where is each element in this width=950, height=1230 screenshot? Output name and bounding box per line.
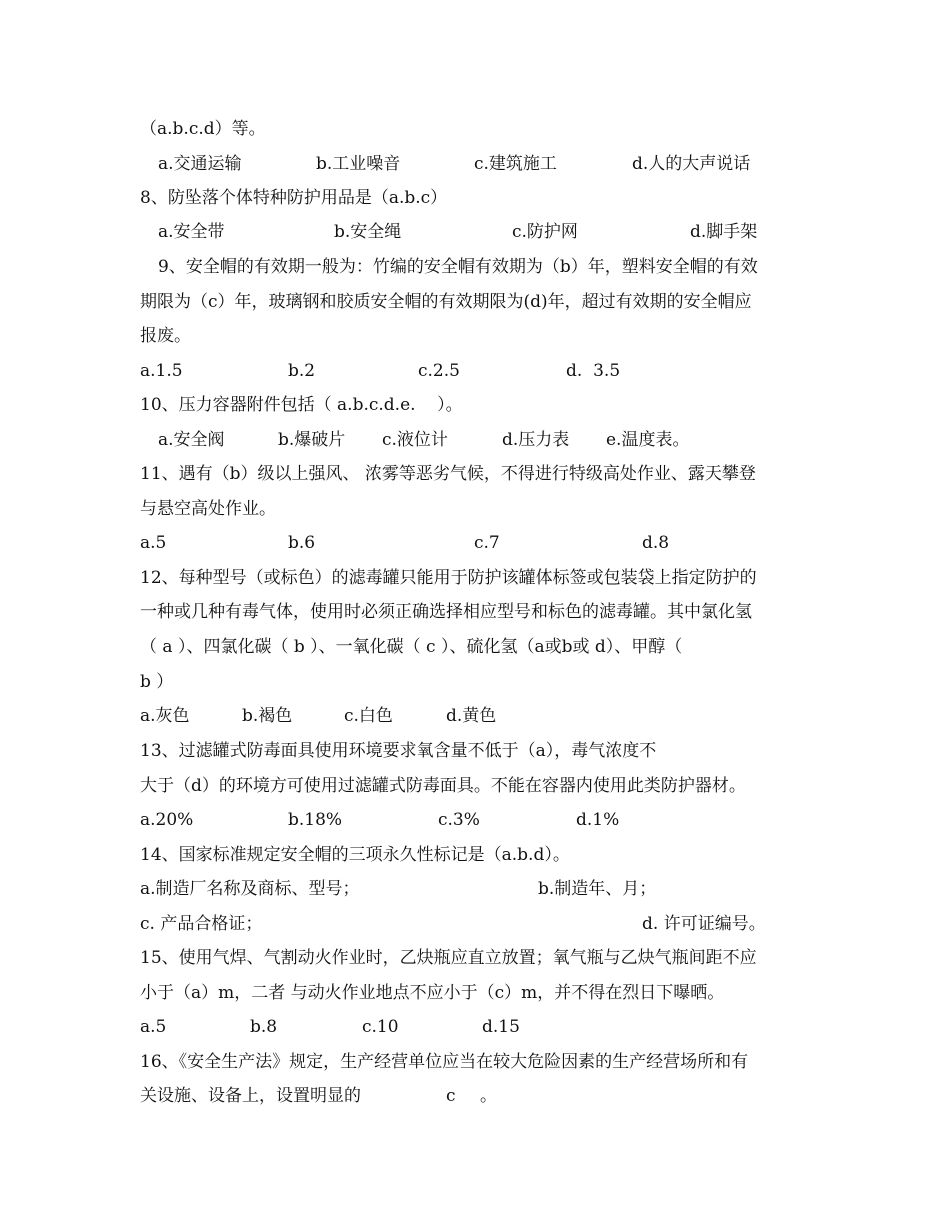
option-d: d.1% [576, 810, 620, 830]
question-9-cont: 报废。 [140, 326, 191, 346]
option-a: a.5 [140, 1017, 167, 1037]
option-d: d. 3.5 [566, 361, 621, 381]
option-c: c.3% [438, 810, 480, 830]
question-15-cont: 小于（a）m，二者 与动火作业地点不应小于（c）m，并不得在烈日下曝晒。 [140, 983, 725, 1003]
option-c: c.2.5 [418, 361, 460, 381]
option-b: b.褐色 [242, 706, 293, 726]
option-d: d.黄色 [446, 706, 497, 726]
option-c: c.防护网 [512, 222, 578, 242]
question-13-cont: 大于（d）的环境方可使用过滤罐式防毒面具。不能在容器内使用此类防护器材。 [140, 776, 746, 796]
question-15: 15、使用气焊、气割动火作业时，乙炔瓶应直立放置；氧气瓶与乙炔气瓶间距不应 [140, 948, 757, 968]
option-a: a.20% [140, 810, 194, 830]
option-d: d.人的大声说话 [632, 154, 751, 174]
option-b: b.爆破片 [278, 430, 346, 450]
option-b: b.8 [250, 1017, 278, 1037]
question-12-cont: b ） [140, 672, 174, 692]
option-a: a.1.5 [140, 361, 183, 381]
option-b: b.2 [288, 361, 316, 381]
question-14: 14、国家标准规定安全帽的三项永久性标记是（a.b.d）。 [140, 845, 570, 865]
question-11-cont: 与悬空高处作业。 [140, 499, 276, 519]
option-d: d.脚手架 [690, 222, 758, 242]
option-c: c. 产品合格证； [140, 914, 263, 934]
option-a: a.安全带 [158, 222, 225, 242]
question-10: 10、压力容器附件包括（ a.b.c.d.e. ）。 [140, 395, 463, 415]
option-d: d.压力表 [502, 430, 570, 450]
option-a: a.安全阀 [158, 430, 225, 450]
option-a: a.灰色 [140, 706, 190, 726]
question-16-cont: 关设施、设备上，设置明显的 [140, 1086, 361, 1106]
question-12-cont: （ a ）、四氯化碳（ b ）、一氧化碳（ c ）、硫化氢（a或b或 d）、甲醇（ [140, 637, 683, 657]
option-b: b.制造年、月； [538, 879, 657, 899]
question-9-cont: 期限为（c）年，玻璃钢和胶质安全帽的有效期限为(d)年，超过有效期的安全帽应 [140, 292, 752, 312]
option-a: a.制造厂名称及商标、型号； [140, 879, 360, 899]
option-e: e.温度表。 [606, 430, 690, 450]
question-8: 8、防坠落个体特种防护用品是（a.b.c） [140, 188, 448, 208]
option-d: d.15 [482, 1017, 520, 1037]
option-c: c.7 [474, 533, 500, 553]
option-a: a.5 [140, 533, 167, 553]
option-b: b.安全绳 [334, 222, 402, 242]
answer-blank: c [446, 1086, 456, 1106]
option-b: b.18% [288, 810, 343, 830]
option-b: b.6 [288, 533, 316, 553]
question-12-cont: 一种或几种有毒气体，使用时必须正确选择相应型号和标色的滤毒罐。其中氯化氢 [140, 602, 752, 622]
question-13: 13、过滤罐式防毒面具使用环境要求氧含量不低于（a），毒气浓度不 [140, 741, 657, 761]
question-16: 16、《安全生产法》规定，生产经营单位应当在较大危险因素的生产经营场所和有 [140, 1052, 749, 1072]
option-d: d.8 [642, 533, 670, 553]
option-b: b.工业噪音 [316, 154, 401, 174]
option-c: c.10 [362, 1017, 399, 1037]
option-c: c.白色 [344, 706, 393, 726]
option-a: a.交通运输 [158, 154, 242, 174]
question-12: 12、每种型号（或标色）的滤毒罐只能用于防护该罐体标签或包装袋上指定防护的 [140, 568, 757, 588]
question-9: 9、安全帽的有效期一般为：竹编的安全帽有效期为（b）年，塑料安全帽的有效 [158, 257, 758, 277]
option-c: c.建筑施工 [474, 154, 557, 174]
question-11: 11、遇有（b）级以上强风、 浓雾等恶劣气候，不得进行特级高处作业、露天攀登 [140, 464, 756, 484]
text-line: （a.b.c.d）等。 [140, 119, 266, 139]
option-c: c.液位计 [382, 430, 448, 450]
option-d: d. 许可证编号。 [642, 914, 766, 934]
period: 。 [480, 1086, 497, 1106]
